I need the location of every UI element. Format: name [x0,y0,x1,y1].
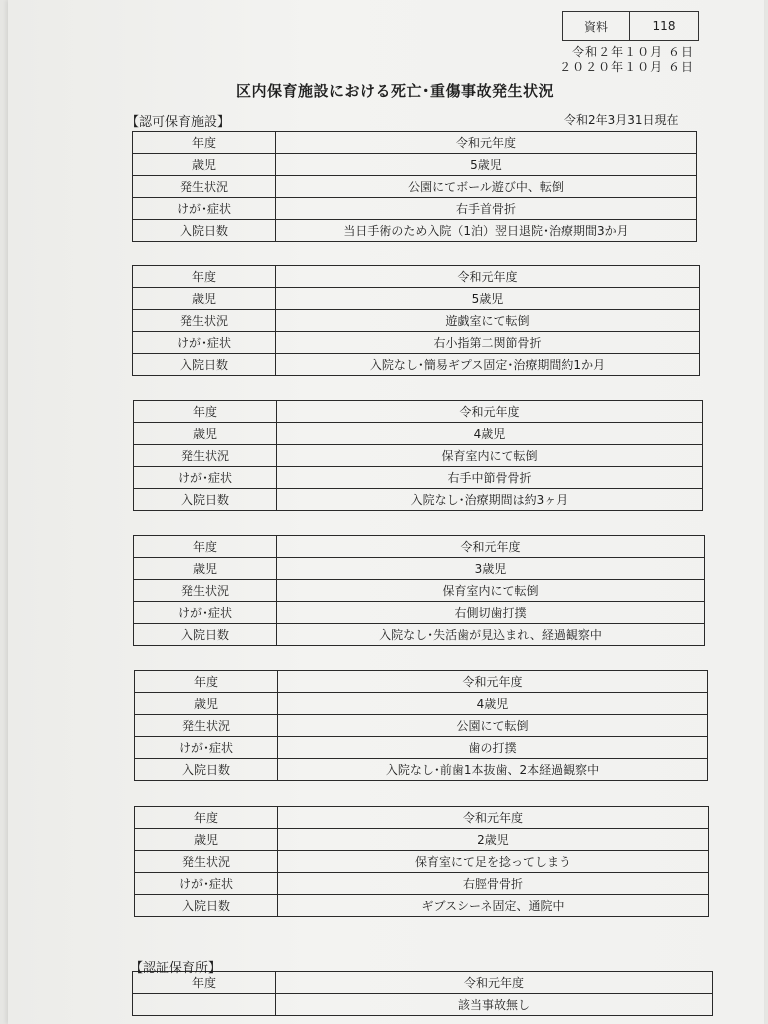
row-value: 保育室にて足を捻ってしまう [278,851,709,873]
row-value: ギブスシーネ固定、通院中 [278,895,709,917]
reference-number-box [562,11,699,41]
table-row [133,154,697,176]
table-row [133,220,697,242]
row-label: 歳児 [135,693,278,715]
row-label: 歳児 [133,288,276,310]
row-value: 右小指第二関節骨折 [276,332,700,354]
row-value: 入院なし･治療期間は約3ヶ月 [277,489,703,511]
table-row [135,671,708,693]
row-label: 入院日数 [135,759,278,781]
table-row [134,602,705,624]
row-label: 発生状況 [135,851,278,873]
reference-number: 118 [652,19,676,33]
row-label: 発生状況 [133,176,276,198]
table-row [133,266,700,288]
row-value: 令和元年度 [278,671,708,693]
table-row [134,558,705,580]
row-label: けが･症状 [134,602,277,624]
row-label: 発生状況 [134,580,277,602]
table-row [134,624,705,646]
table-row [133,332,700,354]
row-value: 入院なし･失活歯が見込まれ、経過観察中 [277,624,705,646]
row-label [133,994,276,1016]
row-label: 発生状況 [133,310,276,332]
date-seireki: ２０２０年１０月 ６日 [559,60,694,74]
reference-label: 資料 [563,12,630,40]
row-value: 4歳児 [277,423,703,445]
row-label: 発生状況 [134,445,277,467]
section-heading-certified: 【認証保育所】 [130,961,222,976]
table-row [133,994,713,1016]
row-label: 年度 [133,132,276,154]
row-value: 右手中節骨骨折 [277,467,703,489]
row-value: 令和元年度 [276,972,713,994]
row-value: 保育室内にて転倒 [277,580,705,602]
incident-table [132,265,700,376]
table-row [133,176,697,198]
row-value: 5歳児 [276,154,697,176]
row-label: 入院日数 [133,220,276,242]
row-value: 右手首骨折 [276,198,697,220]
row-value: 当日手術のため入院（1泊）翌日退院･治療期間3か月 [276,220,697,242]
row-label: 年度 [135,807,278,829]
row-value: 該当事故無し [276,994,713,1016]
row-label: 年度 [133,266,276,288]
row-value: 2歳児 [278,829,709,851]
row-value: 入院なし･簡易ギプス固定･治療期間約1か月 [276,354,700,376]
table-row [133,132,697,154]
incident-table [133,535,705,646]
table-row [134,580,705,602]
table-row [135,715,708,737]
row-label: 年度 [134,536,277,558]
document-title: 区内保育施設における死亡･重傷事故発生状況 [236,82,555,100]
table-row [135,895,709,917]
row-value: 公園にてボール遊び中、転倒 [276,176,697,198]
row-value: 歯の打撲 [278,737,708,759]
row-value: 保育室内にて転倒 [277,445,703,467]
certified-incident-table [132,971,713,1016]
incident-table [134,806,709,917]
table-row [135,829,709,851]
row-value: 右側切歯打撲 [277,602,705,624]
table-row [135,737,708,759]
table-row [135,807,709,829]
row-value: 令和元年度 [277,536,705,558]
row-value: 令和元年度 [276,132,697,154]
incident-table [132,131,697,242]
row-value: 遊戯室にて転倒 [276,310,700,332]
table-row [135,851,709,873]
row-label: 年度 [133,972,276,994]
table-row [134,467,703,489]
row-value: 入院なし･前歯1本抜歯、2本経過観察中 [278,759,708,781]
row-label: 歳児 [134,558,277,580]
row-value: 4歳児 [278,693,708,715]
incident-table [134,670,708,781]
row-label: 入院日数 [134,489,277,511]
row-value: 公園にて転倒 [278,715,708,737]
row-value: 令和元年度 [278,807,709,829]
section-heading-licensed: 【認可保育施設】 [126,115,231,130]
row-label: 発生状況 [135,715,278,737]
row-value: 令和元年度 [276,266,700,288]
row-label: けが･症状 [133,198,276,220]
row-label: 年度 [134,401,277,423]
table-row [133,310,700,332]
row-label: 年度 [135,671,278,693]
row-label: 歳児 [134,423,277,445]
table-row [133,288,700,310]
row-label: 歳児 [135,829,278,851]
row-label: 歳児 [133,154,276,176]
table-row [134,423,703,445]
table-row [134,445,703,467]
table-row [135,693,708,715]
table-row [134,401,703,423]
row-value: 右脛骨骨折 [278,873,709,895]
table-row [134,536,705,558]
as-of-date: 令和2年3月31日現在 [564,113,679,127]
row-label: 入院日数 [133,354,276,376]
row-label: 入院日数 [134,624,277,646]
row-label: けが･症状 [135,737,278,759]
document-page [8,0,764,1024]
date-wareki: 令和２年１０月 ６日 [572,45,694,59]
row-label: けが･症状 [135,873,278,895]
row-value: 3歳児 [277,558,705,580]
table-row [134,489,703,511]
row-label: けが･症状 [134,467,277,489]
row-value: 令和元年度 [277,401,703,423]
table-row [133,354,700,376]
row-label: 入院日数 [135,895,278,917]
row-value: 5歳児 [276,288,700,310]
row-label: けが･症状 [133,332,276,354]
incident-table [133,400,703,511]
table-row [135,873,709,895]
table-row [133,198,697,220]
table-row [135,759,708,781]
